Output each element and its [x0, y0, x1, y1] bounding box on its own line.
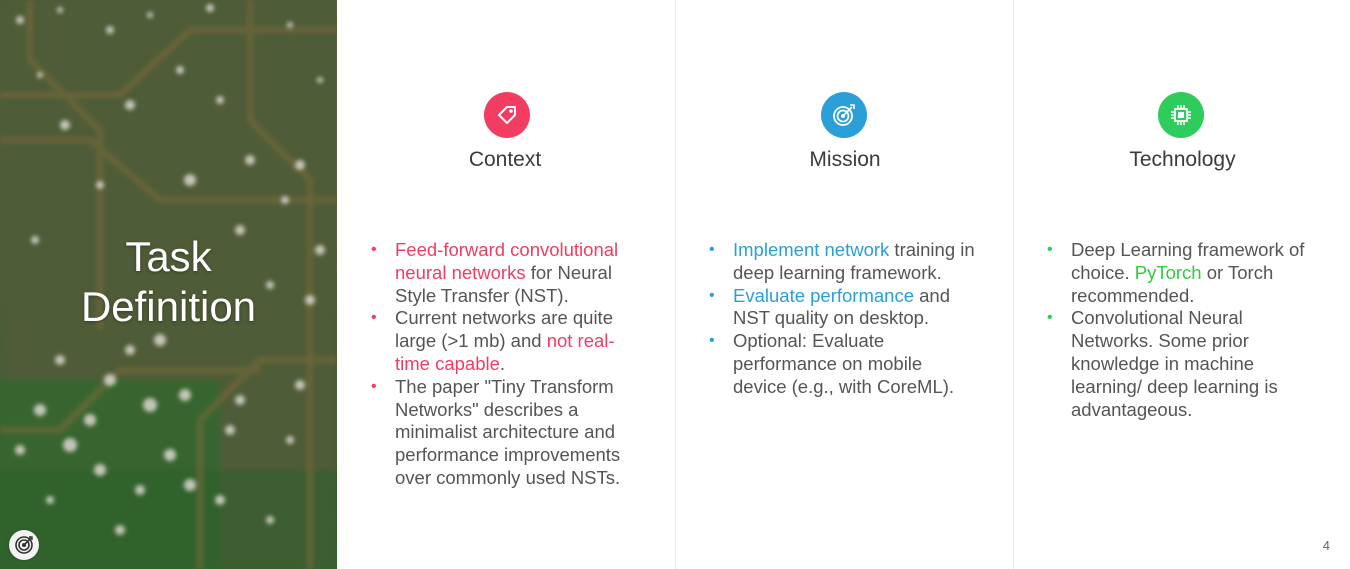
bullet-text: for Neural Style Transfer (NST).: [395, 261, 612, 306]
bullet-text: The paper "Tiny Transform Networks" describes a minimalist architecture and performance improvements over commonly used NSTs.: [395, 375, 621, 488]
technology-title: Technology: [1129, 148, 1236, 171]
tag-icon: [484, 92, 530, 138]
target-logo-icon: [9, 530, 39, 560]
mission-bullet-list: [709, 239, 975, 399]
bullet-text: Current networks are quite large (>1 mb) and: [395, 307, 613, 352]
list-item: [1047, 307, 1327, 421]
technology-bullet-list: [1047, 239, 1327, 421]
bullet-tail-text: or Torch recommended.: [1071, 261, 1274, 306]
list-item: [371, 376, 633, 490]
list-item: [709, 285, 975, 331]
highlight-text: Feed-forward convolutional neural networks: [395, 239, 619, 283]
context-column: [337, 0, 675, 569]
highlight-text: Evaluate performance: [733, 284, 914, 306]
context-title: Context: [468, 148, 542, 171]
list-item: [371, 239, 633, 307]
bullet-text: and NST quality on desktop.: [733, 284, 951, 329]
bullet-text: Convolutional Neural Networks. Some prior knowledge in machine learning/ deep learning is advantageous.: [1071, 307, 1278, 420]
page-title-line-1: Task: [125, 233, 212, 280]
highlight-text: PyTorch: [1134, 261, 1202, 283]
mission-column: [675, 0, 1014, 569]
page-title: [0, 232, 337, 332]
page-number: 4: [1322, 538, 1330, 553]
list-item: [1047, 239, 1327, 307]
target-icon: [821, 92, 867, 138]
mission-title: Mission: [809, 148, 881, 171]
technology-column: [1013, 0, 1350, 569]
bullet-text: Optional: Evaluate performance on mobile device (e.g., with CoreML).: [733, 330, 955, 397]
list-item: [709, 239, 975, 285]
list-item: [709, 330, 975, 398]
bullet-text: Deep Learning framework of choice.: [1071, 239, 1305, 283]
bullet-text: training in deep learning framework.: [733, 239, 975, 283]
title-panel: [0, 0, 337, 569]
highlight-text: not real-time capable: [395, 330, 615, 374]
page-title-line-2: Definition: [80, 283, 257, 330]
highlight-text: Implement network: [733, 239, 890, 260]
list-item: [371, 307, 633, 375]
bullet-tail-text: .: [499, 352, 506, 374]
context-bullet-list: [371, 239, 633, 490]
chip-icon: [1158, 92, 1204, 138]
